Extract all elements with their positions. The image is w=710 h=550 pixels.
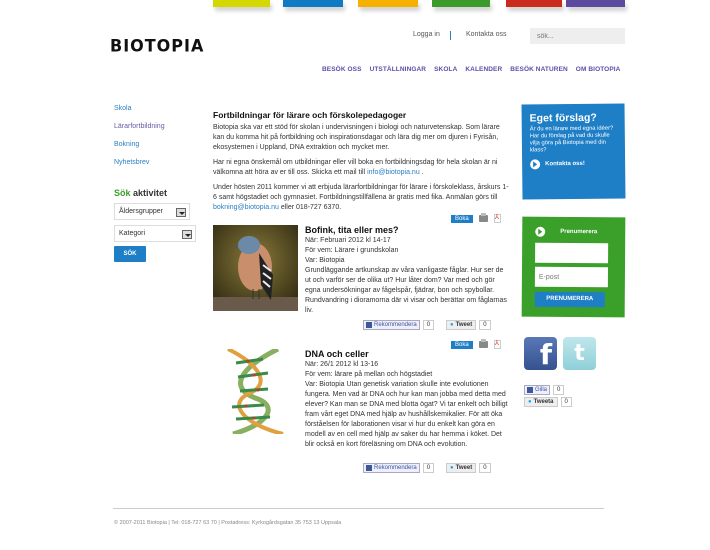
- event-who: För vem: lärare på mellan och högstadiet: [305, 371, 433, 378]
- event-details: [305, 225, 510, 316]
- main-nav: [322, 66, 620, 73]
- email-field[interactable]: [535, 267, 608, 288]
- p3-end: eller 018-727 6370.: [278, 204, 342, 211]
- event-details: [305, 349, 510, 450]
- arrow-right-circle-icon: [530, 159, 540, 169]
- twitter-bird-icon: ●: [528, 399, 532, 405]
- intro-paragraph-1: Biotopia ska var ett stöd för skolan i undervisningen i biologi och naturvetenskap. Som lärare kan du komma hit på fortbildning och inspirationsdagar och lära dig mer om djuren i Fyrisån, ekosystemen i Uppland, DNA extraktion och mycket mer.: [213, 124, 500, 151]
- facebook-icon: [366, 322, 372, 328]
- nav-om-biotopia[interactable]: OM BIOTOPIA: [575, 66, 621, 73]
- chaffinch-image: [213, 225, 298, 311]
- divider: [450, 31, 451, 40]
- social-icons: [524, 337, 596, 370]
- age-group-value: Åldersgrupper: [119, 208, 163, 215]
- name-field[interactable]: [535, 243, 608, 264]
- like-button[interactable]: [524, 385, 550, 395]
- category-select[interactable]: [114, 225, 196, 242]
- contact-us-link[interactable]: [530, 159, 617, 170]
- twitter-bird-icon: ●: [450, 465, 454, 471]
- facebook-icon[interactable]: f: [524, 337, 557, 370]
- sidebar-item-nyhetsbrev[interactable]: Nyhetsbrev: [114, 159, 150, 166]
- book-button[interactable]: Boka: [451, 215, 473, 223]
- nav-utstallningar[interactable]: UTSTÄLLNINGAR: [369, 66, 427, 73]
- event-when: När: 26/1 2012 kl 13-16: [305, 361, 379, 368]
- nav-besok-oss[interactable]: BESÖK OSS: [322, 66, 362, 73]
- p2-text: Har ni egna önskemål om utbildningar eller vill boka en fortbildningsdag för hela skolan är ni välkomna att höra av er till oss. Skicka ett mail till: [213, 159, 498, 176]
- booking-email-link[interactable]: bokning@biotopia.nu: [213, 204, 279, 211]
- recommend-count: 0: [423, 320, 434, 330]
- chevron-down-icon: [182, 230, 192, 239]
- tweet-count: 0: [479, 463, 490, 473]
- p2-end: .: [419, 169, 424, 176]
- event-1-actions: [451, 214, 501, 223]
- pdf-icon[interactable]: [494, 340, 501, 349]
- tweeta-button[interactable]: [524, 397, 558, 407]
- intro-paragraph-2: [213, 158, 510, 178]
- event-when: När: Februari 2012 kl 14-17: [305, 237, 391, 244]
- sidebar-item-skola[interactable]: Skola: [114, 105, 132, 112]
- search-button[interactable]: SÖK: [114, 246, 146, 262]
- category-value: Kategori: [119, 230, 146, 237]
- logo[interactable]: BIOTOPIA: [110, 35, 205, 56]
- color-bar-red: [506, 0, 562, 7]
- search-activity-title: [114, 188, 199, 198]
- nav-kalender[interactable]: KALENDER: [465, 66, 503, 73]
- tweet-label: Tweet: [455, 465, 473, 471]
- tweet-row: [524, 397, 572, 407]
- twitter-bird-icon: ●: [450, 322, 454, 328]
- color-bar-yellow: [213, 0, 270, 7]
- sidebar: [114, 105, 199, 262]
- print-icon[interactable]: [479, 215, 488, 222]
- color-bar-blue: [283, 0, 343, 7]
- event-card: [213, 349, 510, 464]
- recommend-label: Rekommendera: [374, 465, 417, 471]
- tweet-button[interactable]: [446, 320, 476, 330]
- twitter-icon[interactable]: t: [563, 337, 596, 370]
- search-title-green: Sök: [114, 188, 131, 198]
- like-row: [524, 385, 564, 395]
- color-bar-purple: [566, 0, 625, 7]
- nav-besok-naturen[interactable]: BESÖK NATUREN: [510, 66, 568, 73]
- event-title[interactable]: DNA och celler: [305, 349, 369, 359]
- arrow-right-circle-icon: [535, 227, 545, 237]
- event-2-actions: [451, 340, 501, 349]
- suggestion-text: Är du en lärare med egna idéer? Har du förslag på vad du skulle vilja göra på Biotopia med din klass?: [529, 125, 614, 154]
- event-2-social: [363, 463, 491, 473]
- nav-skola[interactable]: SKOLA: [434, 66, 458, 73]
- recommend-button[interactable]: [363, 463, 420, 473]
- subscribe-button[interactable]: PRENUMERERA: [535, 292, 605, 307]
- recommend-label: Rekommendera: [374, 322, 417, 328]
- contact-link[interactable]: Kontakta oss: [466, 31, 507, 38]
- sidebar-item-bokning[interactable]: Bokning: [114, 141, 140, 148]
- event-card: [213, 225, 510, 315]
- p3-text: Under hösten 2011 kommer vi att erbjuda lärarfortbildningar för lärare i förskoleklass, årskurs 1-6 samt högstadiet och gymnasiet. Fortbildningstillfällena är gratis med fika. Anmälan görs till: [213, 184, 509, 201]
- age-group-select[interactable]: [114, 203, 190, 220]
- suggestion-title: Eget förslag?: [529, 111, 597, 125]
- recommend-button[interactable]: [363, 320, 420, 330]
- footer-divider: [113, 508, 604, 509]
- event-1-social: [363, 320, 491, 330]
- event-description: Grundläggande artkunskap av våra vanligaste fåglar. Hur ser de ut och varför ser de olika ut? Hur låter dom? Var med och gör egna undersökningar av fågelspår, fjädrar, bon och spybollar. Rundvandring i dioramorna där vi visar och berättar om fåglarnas liv.: [305, 267, 507, 314]
- subscribe-box: [522, 217, 626, 318]
- subscribe-title: Prenumerera: [560, 228, 598, 236]
- color-bar-green: [432, 0, 490, 7]
- info-email-link[interactable]: info@biotopia.nu: [367, 169, 420, 176]
- intro-section: [213, 110, 510, 218]
- chevron-down-icon: [176, 208, 186, 217]
- pdf-icon[interactable]: [494, 214, 501, 223]
- like-count: 0: [553, 385, 564, 395]
- event-where: Var: Biotopia Utan genetisk variation skulle inte evolutionen fungera. Men vad är DNA och hur kan man jobba med detta med elever? Kan man se DNA med blotta ögat? Vi tar enkelt och billigt fram vårt eget DNA med hjälp av hushållskemikalier. För att öka förståelsen för laborationen visar vi hur du enkelt kan göra en modell av en cell med hjälp av saker du har hemma i köket. Det blir också en kort föreläsning om DNA och evolution.: [305, 381, 508, 448]
- tweeta-count: 0: [561, 397, 572, 407]
- like-label: Gilla: [535, 387, 548, 393]
- book-button[interactable]: Boka: [451, 341, 473, 349]
- tweeta-label: Tweeta: [533, 399, 554, 405]
- tweet-count: 0: [479, 320, 490, 330]
- footer-text: © 2007-2011 Biotopia | Tel: 018-727 63 70 | Postadress: Kyrkogårdsgatan 35 753 13 Uppsala: [114, 520, 342, 526]
- page-title: Fortbildningar för lärare och förskolepedagoger: [213, 110, 407, 120]
- facebook-icon: [366, 465, 372, 471]
- dna-image: [218, 349, 293, 434]
- sidebar-item-lararfortbildning[interactable]: Lärarfortbildning: [114, 123, 165, 130]
- tweet-button[interactable]: [446, 463, 476, 473]
- event-where: Var: Biotopia: [305, 257, 345, 264]
- login-link[interactable]: Logga in: [413, 31, 440, 38]
- event-who: För vem: Lärare i grundskolan: [305, 247, 399, 254]
- intro-paragraph-3: [213, 183, 510, 213]
- search-title-rest: aktivitet: [130, 188, 168, 198]
- print-icon[interactable]: [479, 341, 488, 348]
- recommend-count: 0: [423, 463, 434, 473]
- suggestion-box: [522, 103, 626, 199]
- subscribe-header: [535, 227, 612, 238]
- facebook-icon: [527, 387, 533, 393]
- color-bar-orange: [358, 0, 418, 7]
- contact-us-label: Kontakta oss!: [545, 160, 585, 168]
- event-title[interactable]: Bofink, tita eller mes?: [305, 225, 399, 235]
- search-input[interactable]: [530, 28, 625, 44]
- tweet-label: Tweet: [455, 322, 473, 328]
